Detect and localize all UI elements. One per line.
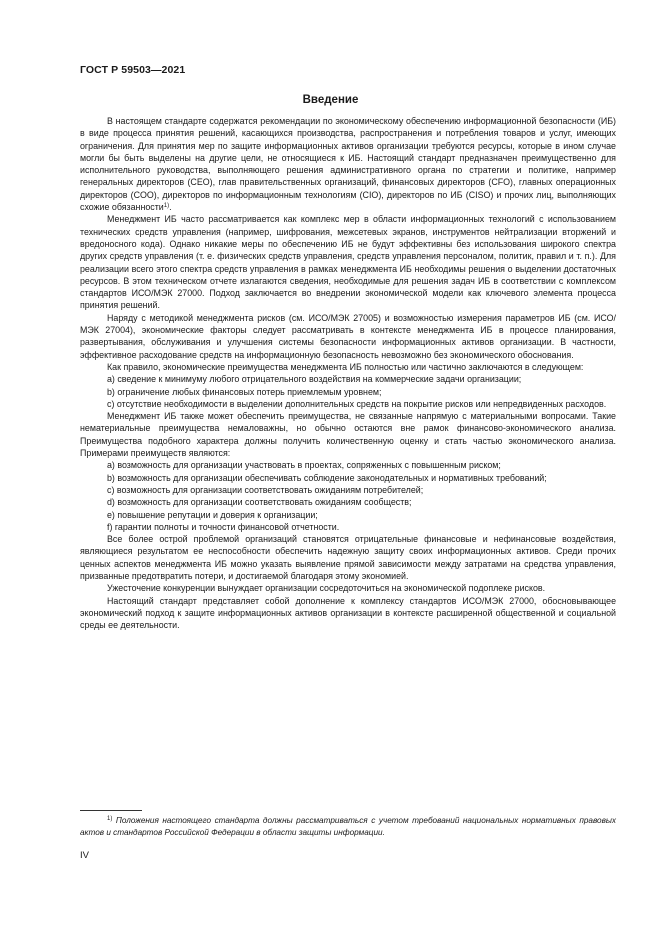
paragraph: Менеджмент ИБ также может обеспечить преимущества, не связанные напрямую с материальными вопросами. Такие нематериальные преимущества немаловажны, но обычно остаются вне рамок финансово-экономического анализа. Преимущества подобного характера должны получить количественную оценку и стать частью экономического анализа. Примерами преимуществ являются: — [80, 411, 616, 459]
paragraph: Настоящий стандарт представляет собой дополнение к комплексу стандартов ИСО/МЭК 27000, обосновывающее экономический подход к защите информационных активов организации в контексте расширенной общественной и социальной среды ее деятельности. — [80, 595, 616, 631]
footnote-text: Положения настоящего стандарта должны рассматриваться с учетом требований национальных нормативных правовых актов и стандартов Российской Федерации в области защиты информации. — [80, 816, 616, 837]
list-item: a) возможность для организации участвовать в проектах, сопряженных с повышенным риском; — [107, 460, 501, 471]
list-item: c) отсутствие необходимости в выделении дополнительных средств на покрытие рисков или непредвиденных расходов. — [107, 398, 607, 409]
paragraph-intro: В настоящем стандарте содержатся рекомендации по экономическому обеспечению информационной безопасности (ИБ) в виде процесса принятия решений, касающихся производства, распространения и потребления товаров и услуг, имеющих ограничения. Для принятия мер по защите информационных активов организации требуются ресурсы, которые в ином случае могли бы быть выделены на другие цели, не относящиеся к ИБ. Настоящий стандарт предназначен преимущественно для исполнительного руководства, выполняющего решения административного органа по стратегии и политике, например генеральных директоров (CEO), глав правительственных организаций, финансовых директоров (CFO), главных операционных директоров (COO), директоров по информационным технологиям (CIO), директоров по ИБ (CISO) и прочих лиц, выполняющих схожие обязанности$^{1)}$. — [80, 116, 616, 213]
footnote-ref[interactable]: 1) — [163, 203, 170, 210]
standard-code: ГОСТ Р 59503—2021 — [80, 64, 186, 76]
list-item: e) повышение репутации и доверия к организации; — [107, 509, 318, 520]
list-item: f) гарантии полноты и точности финансовой отчетности. — [107, 521, 340, 532]
body-text — [80, 115, 616, 631]
page-number: IV — [80, 850, 89, 861]
footnote — [80, 815, 616, 838]
paragraph: Наряду с методикой менеджмента рисков (см. ИСО/МЭК 27005) и возможностью измерения параметров ИБ (см. ИСО/МЭК 27004), экономические факторы следует рассматривать в контексте менеджмента ИБ в процессе планирования, развертывания, обслуживания и улучшения системы безопасности информационных активов организации. В частности, эффективное расходование средств на информационную безопасность невозможно без экономического обоснования. — [80, 312, 616, 360]
list-item: c) возможность для организации соответствовать ожиданиям потребителей; — [107, 484, 424, 495]
list-item: d) возможность для организации соответствовать ожиданиям сообществ; — [107, 497, 412, 508]
list-item: b) ограничение любых финансовых потерь приемлемым уровнем; — [107, 386, 382, 397]
footnote-mark: 1) — [107, 816, 113, 822]
paragraph: Все более острой проблемой организаций становятся отрицательные финансовые и нефинансовые воздействия, являющиеся результатом ее неспособности обеспечить надежную защиту своих информационных активов. Среди прочих ценных аспектов менеджмента ИБ можно указать выявление прямой зависимости между затратами на средства управления, призванные предотвратить потери, и достигаемой благодаря этому экономией. — [80, 534, 616, 581]
section-title: Введение — [302, 94, 359, 106]
paragraph: Менеджмент ИБ часто рассматривается как комплекс мер в области информационных технологий с использованием технических средств управления (например, шифрования, межсетевых экранов, инструментов нейтрализации вторжений и вредоносного кода). Однако никакие меры по обеспечению ИБ не будут эффективны без использования широкого спектра других средств управления (т. е. физических средств управления, средств управления персоналом, политик, правил и т. п.). Для реализации всего этого спектра средств управления в рамках менеджмента ИБ необходимы решения о выделении достаточных ресурсов. В этом техническом отчете излагаются сведения, необходимые для решения задач ИБ в соответствии с комплексом стандартов ИСО/МЭК 27000. Подход заключается во внедрении экономической модели как ключевого элемента процесса принятия решений. — [80, 214, 616, 311]
paragraph: Ужесточение конкуренции вынуждает организации сосредоточиться на экономической подоплеке рисков. — [107, 583, 546, 594]
paragraph: Как правило, экономические преимущества менеджмента ИБ полностью или частично заключаются в следующем: — [107, 361, 584, 372]
list-item: a) сведение к минимуму любого отрицательного воздействия на коммерческие задачи организации; — [107, 374, 522, 385]
list-item: b) возможность для организации обеспечивать соблюдение законодательных и нормативных требований; — [107, 472, 547, 483]
footnote-divider — [80, 810, 142, 811]
